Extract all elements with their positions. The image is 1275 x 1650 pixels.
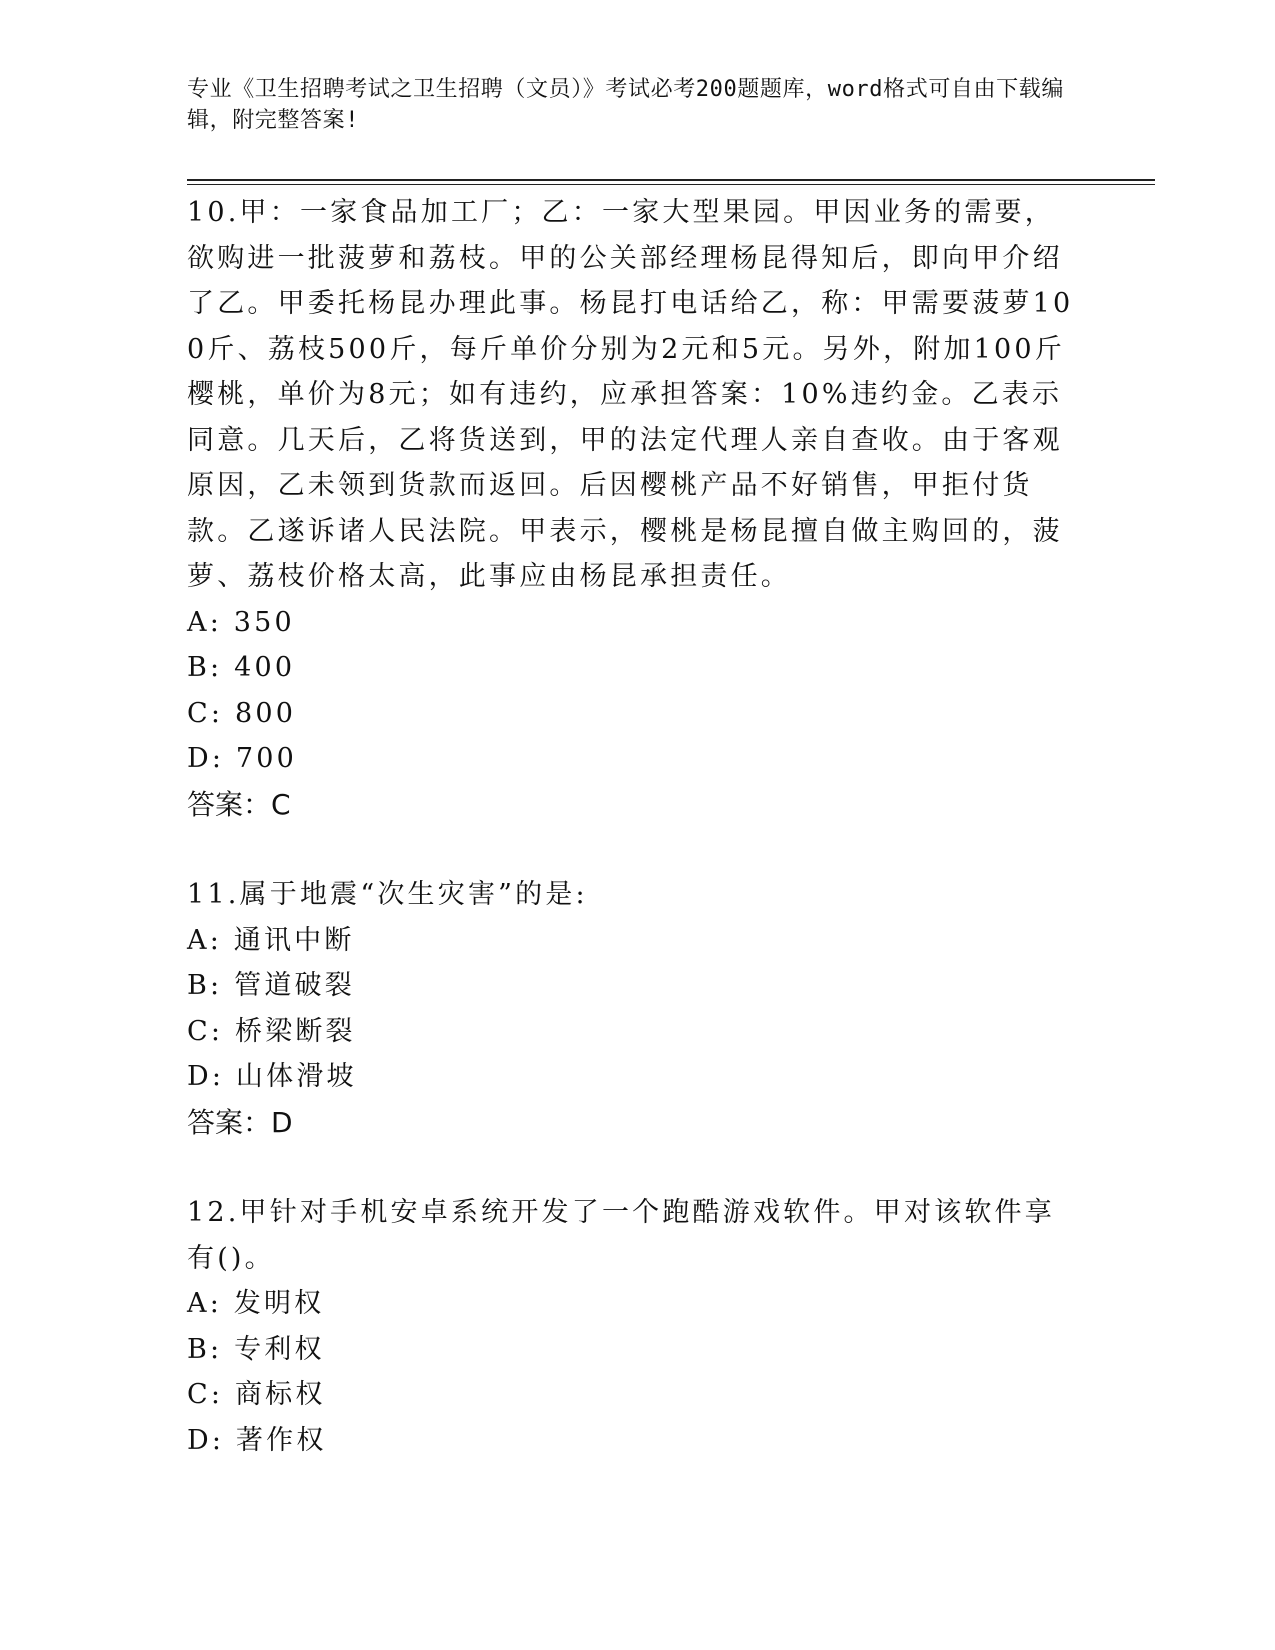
option-c: C: 商标权 [187, 1379, 326, 1410]
question-stem: 11.属于地震“次生灾害”的是: [187, 879, 588, 910]
question-stem: 12.甲针对手机安卓系统开发了一个跑酷游戏软件。甲对该软件享有()。 [187, 1197, 1055, 1274]
option-d: D: 山体滑坡 [187, 1061, 357, 1092]
question-10 [187, 190, 1077, 827]
option-a: A: 通讯中断 [187, 924, 355, 956]
option-c: C: 桥梁断裂 [187, 1015, 356, 1047]
option-c: C: 800 [187, 697, 297, 729]
option-a: A: 发明权 [187, 1288, 325, 1319]
question-11 [187, 872, 1077, 1145]
document-header: 专业《卫生招聘考试之卫生招聘（文员）》考试必考200题题库，word格式可自由下载编辑，附完整答案! [187, 77, 1064, 133]
question-12 [187, 1190, 1077, 1463]
header-divider-thin [187, 184, 1155, 185]
option-a: A: 350 [187, 606, 295, 638]
option-b: B: 管道破裂 [187, 970, 355, 1001]
option-d: D: 著作权 [187, 1424, 327, 1456]
question-list [187, 190, 1077, 1463]
option-d: D: 700 [187, 743, 298, 774]
answer-line: 答案：D [187, 1105, 293, 1139]
header-divider-thick [187, 179, 1155, 181]
option-b: B: 专利权 [187, 1333, 325, 1365]
question-spacer [187, 827, 1077, 872]
question-stem: 10.甲：一家食品加工厂；乙：一家大型果园。甲因业务的需要，欲购进一批菠萝和荔枝。甲的公关部经理杨昆得知后，即向甲介绍了乙。甲委托杨昆办理此事。杨昆打电话给乙，称：甲需要菠萝100斤、荔枝500斤，每斤单价分别为2元和5元。另外，附加100斤樱桃，单价为8元；如有违约，应承担答案：10%违约金。乙表示同意。几天后，乙将货送到，甲的法定代理人亲自查收。由于客观原因，乙未领到货款而返回。后因樱桃产品不好销售，甲拒付货款。乙遂诉诸人民法院。甲表示，樱桃是杨昆擅自做主购回的，菠萝、荔枝价格太高，此事应由杨昆承担责任。 [187, 197, 1074, 592]
option-b: B: 400 [187, 652, 296, 683]
answer-line: 答案：C [187, 787, 291, 821]
question-spacer [187, 1145, 1077, 1190]
